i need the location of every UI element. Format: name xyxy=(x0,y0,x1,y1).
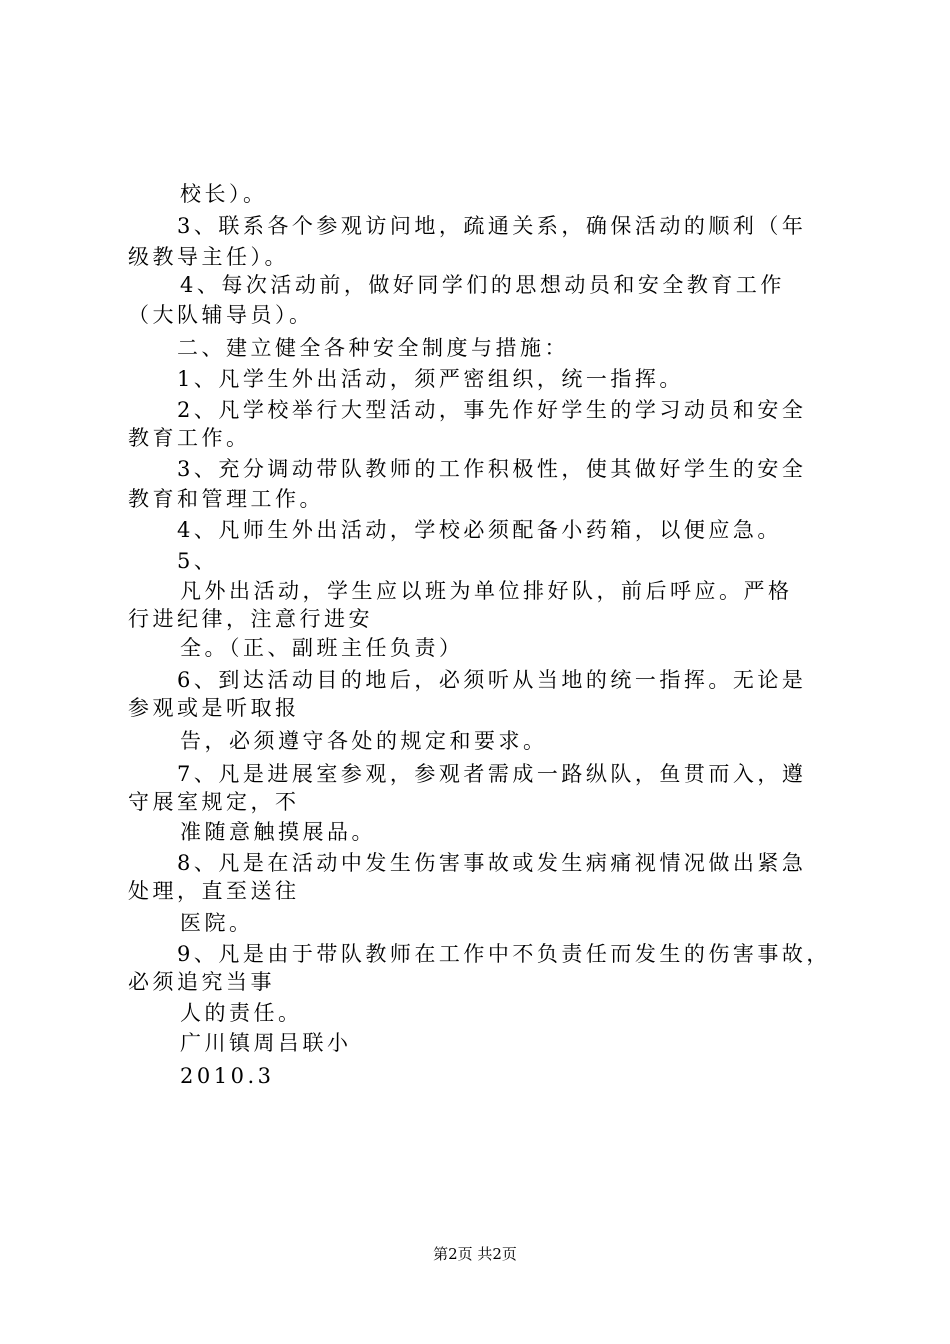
text-line: 教育工作。 xyxy=(128,426,251,450)
text-line: 行进纪律，注意行进安 xyxy=(128,607,373,631)
text-line: 全。（正、副班主任负责） xyxy=(180,636,464,660)
text-line: 9、凡是由于带队教师在工作中不负责任而发生的伤害事故， xyxy=(177,942,831,966)
text-line: 5、 xyxy=(177,549,219,573)
text-line: 守展室规定，不 xyxy=(128,790,300,814)
text-line: 处理，直至送往 xyxy=(128,879,300,903)
text-line: 4、凡师生外出活动，学校必须配备小药箱，以便应急。 xyxy=(177,518,782,542)
text-line: 2010.3 xyxy=(180,1064,275,1088)
text-line: 医院。 xyxy=(180,911,254,935)
text-line: 告，必须遵守各处的规定和要求。 xyxy=(180,729,548,753)
text-line: 2、凡学校举行大型活动，事先作好学生的学习动员和安全 xyxy=(177,398,807,422)
text-line: 凡外出活动，学生应以班为单位排好队，前后呼应。严格 xyxy=(180,579,793,603)
page-footer: 第2页 共2页 xyxy=(433,1245,517,1263)
text-line: 7、凡是进展室参观，参观者需成一路纵队，鱼贯而入，遵 xyxy=(177,762,807,786)
text-line: 级教导主任）。 xyxy=(128,245,289,269)
text-line: 准随意触摸展品。 xyxy=(180,820,376,844)
text-line: 二、建立健全各种安全制度与措施： xyxy=(177,336,569,360)
text-line: 教育和管理工作。 xyxy=(128,487,324,511)
text-line: 4、每次活动前，做好同学们的思想动员和安全教育工作 xyxy=(180,273,785,297)
text-line: 人的责任。 xyxy=(180,1001,303,1025)
text-line: 校长）。 xyxy=(180,182,268,206)
text-line: （大队辅导员）。 xyxy=(128,303,314,327)
text-line: 广川镇周吕联小 xyxy=(180,1031,352,1055)
text-line: 3、联系各个参观访问地，疏通关系，确保活动的顺利（年 xyxy=(177,214,807,238)
text-line: 8、凡是在活动中发生伤害事故或发生病痛视情况做出紧急 xyxy=(177,851,807,875)
text-line: 6、到达活动目的地后，必须听从当地的统一指挥。无论是 xyxy=(177,668,807,692)
text-line: 参观或是听取报 xyxy=(128,696,300,720)
text-line: 3、充分调动带队教师的工作积极性，使其做好学生的安全 xyxy=(177,457,807,481)
text-line: 1、凡学生外出活动，须严密组织，统一指挥。 xyxy=(177,367,684,391)
text-line: 必须追究当事 xyxy=(128,970,275,994)
